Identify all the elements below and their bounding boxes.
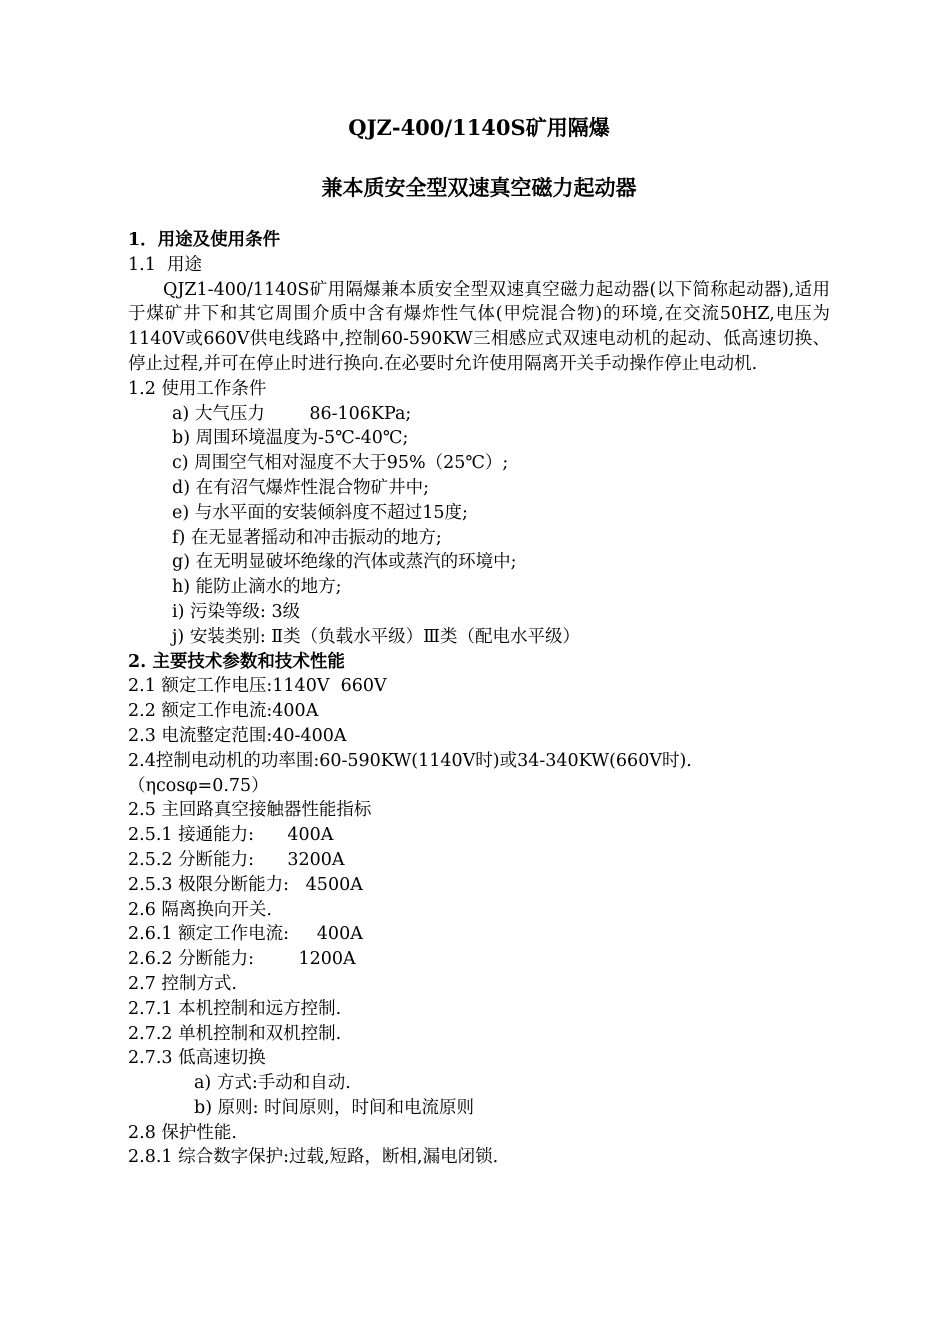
param-line: 2.7 控制方式. — [128, 973, 237, 994]
condition-item: i) 污染等级: 3级 — [172, 601, 301, 622]
param-line: 2.5 主回路真空接触器性能指标 — [128, 800, 372, 821]
switch-item: a) 方式:手动和自动. — [194, 1073, 351, 1094]
protection-line: 2.8 保护性能. — [128, 1122, 237, 1143]
param-line: 2.5.1 接通能力: 400A — [128, 825, 334, 846]
condition-item: g) 在无明显破坏绝缘的汽体或蒸汽的环境中; — [172, 552, 517, 573]
condition-item: f) 在无显著摇动和冲击振动的地方; — [172, 527, 442, 548]
subsection-1-1: 1.1 用途 — [128, 254, 202, 275]
param-line: 2.4控制电动机的功率围:60-590KW(1140V时)或34-340KW(660V时). — [128, 750, 692, 771]
condition-item: j) 安装类别: Ⅱ类（负载水平级）Ⅲ类（配电水平级） — [172, 626, 581, 647]
param-line: 2.5.3 极限分断能力: 4500A — [128, 874, 363, 895]
condition-item: b) 周围环境温度为-5℃-40℃; — [172, 428, 409, 449]
param-line: 2.6.1 额定工作电流: 400A — [128, 924, 363, 945]
param-line: （ηcosφ=0.75） — [128, 775, 269, 796]
document-title-line1: QJZ-400/1140S矿用隔爆 — [348, 115, 610, 140]
purpose-paragraph: QJZ1-400/1140S矿用隔爆兼本质安全型双速真空磁力起动器(以下简称起动器),适用于煤矿井下和其它周围介质中含有爆炸性气体(甲烷混合物)的环境,在交流50HZ,电压为1140V或660V供电线路中,控制60-590KW三相感应式双速电动机的起动、低高速切换、停止过程,并可在停止时进行换向.在必要时允许使用隔离开关手动操作停止电动机. — [128, 279, 830, 374]
condition-item: h) 能防止滴水的地方; — [172, 577, 342, 598]
condition-item: c) 周围空气相对湿度不大于95%（25℃）; — [172, 453, 509, 474]
param-line: 2.7.3 低高速切换 — [128, 1048, 266, 1069]
conditions-list — [128, 402, 830, 650]
condition-item: e) 与水平面的安装倾斜度不超过15度; — [172, 502, 468, 523]
param-line: 2.6.2 分断能力: 1200A — [128, 949, 356, 970]
param-line: 2.7.2 单机控制和双机控制. — [128, 1023, 342, 1044]
section-heading-1: 1．用途及使用条件 — [128, 230, 281, 250]
param-line: 2.6 隔离换向开关. — [128, 899, 272, 920]
param-line: 2.3 电流整定范围:40-400A — [128, 725, 347, 746]
param-line: 2.7.1 本机控制和远方控制. — [128, 998, 342, 1019]
protection-line: 2.8.1 综合数字保护:过载,短路，断相,漏电闭锁. — [128, 1147, 499, 1168]
condition-item: d) 在有沼气爆炸性混合物矿井中; — [172, 477, 429, 498]
protection-list — [128, 1121, 830, 1171]
document-title-line2: 兼本质安全型双速真空磁力起动器 — [321, 175, 637, 200]
parameters-list — [128, 674, 830, 1071]
section-heading-2: 2. 主要技术参数和技术性能 — [128, 651, 345, 672]
subsection-1-2: 1.2 使用工作条件 — [128, 378, 267, 399]
switch-item: b) 原则: 时间原则，时间和电流原则 — [194, 1097, 475, 1118]
param-line: 2.5.2 分断能力: 3200A — [128, 849, 345, 870]
param-line: 2.2 额定工作电流:400A — [128, 701, 319, 722]
condition-item: a) 大气压力 86-106KPa; — [172, 403, 412, 424]
param-line: 2.1 额定工作电压:1140V 660V — [128, 676, 387, 697]
switch-items-list — [128, 1071, 830, 1121]
